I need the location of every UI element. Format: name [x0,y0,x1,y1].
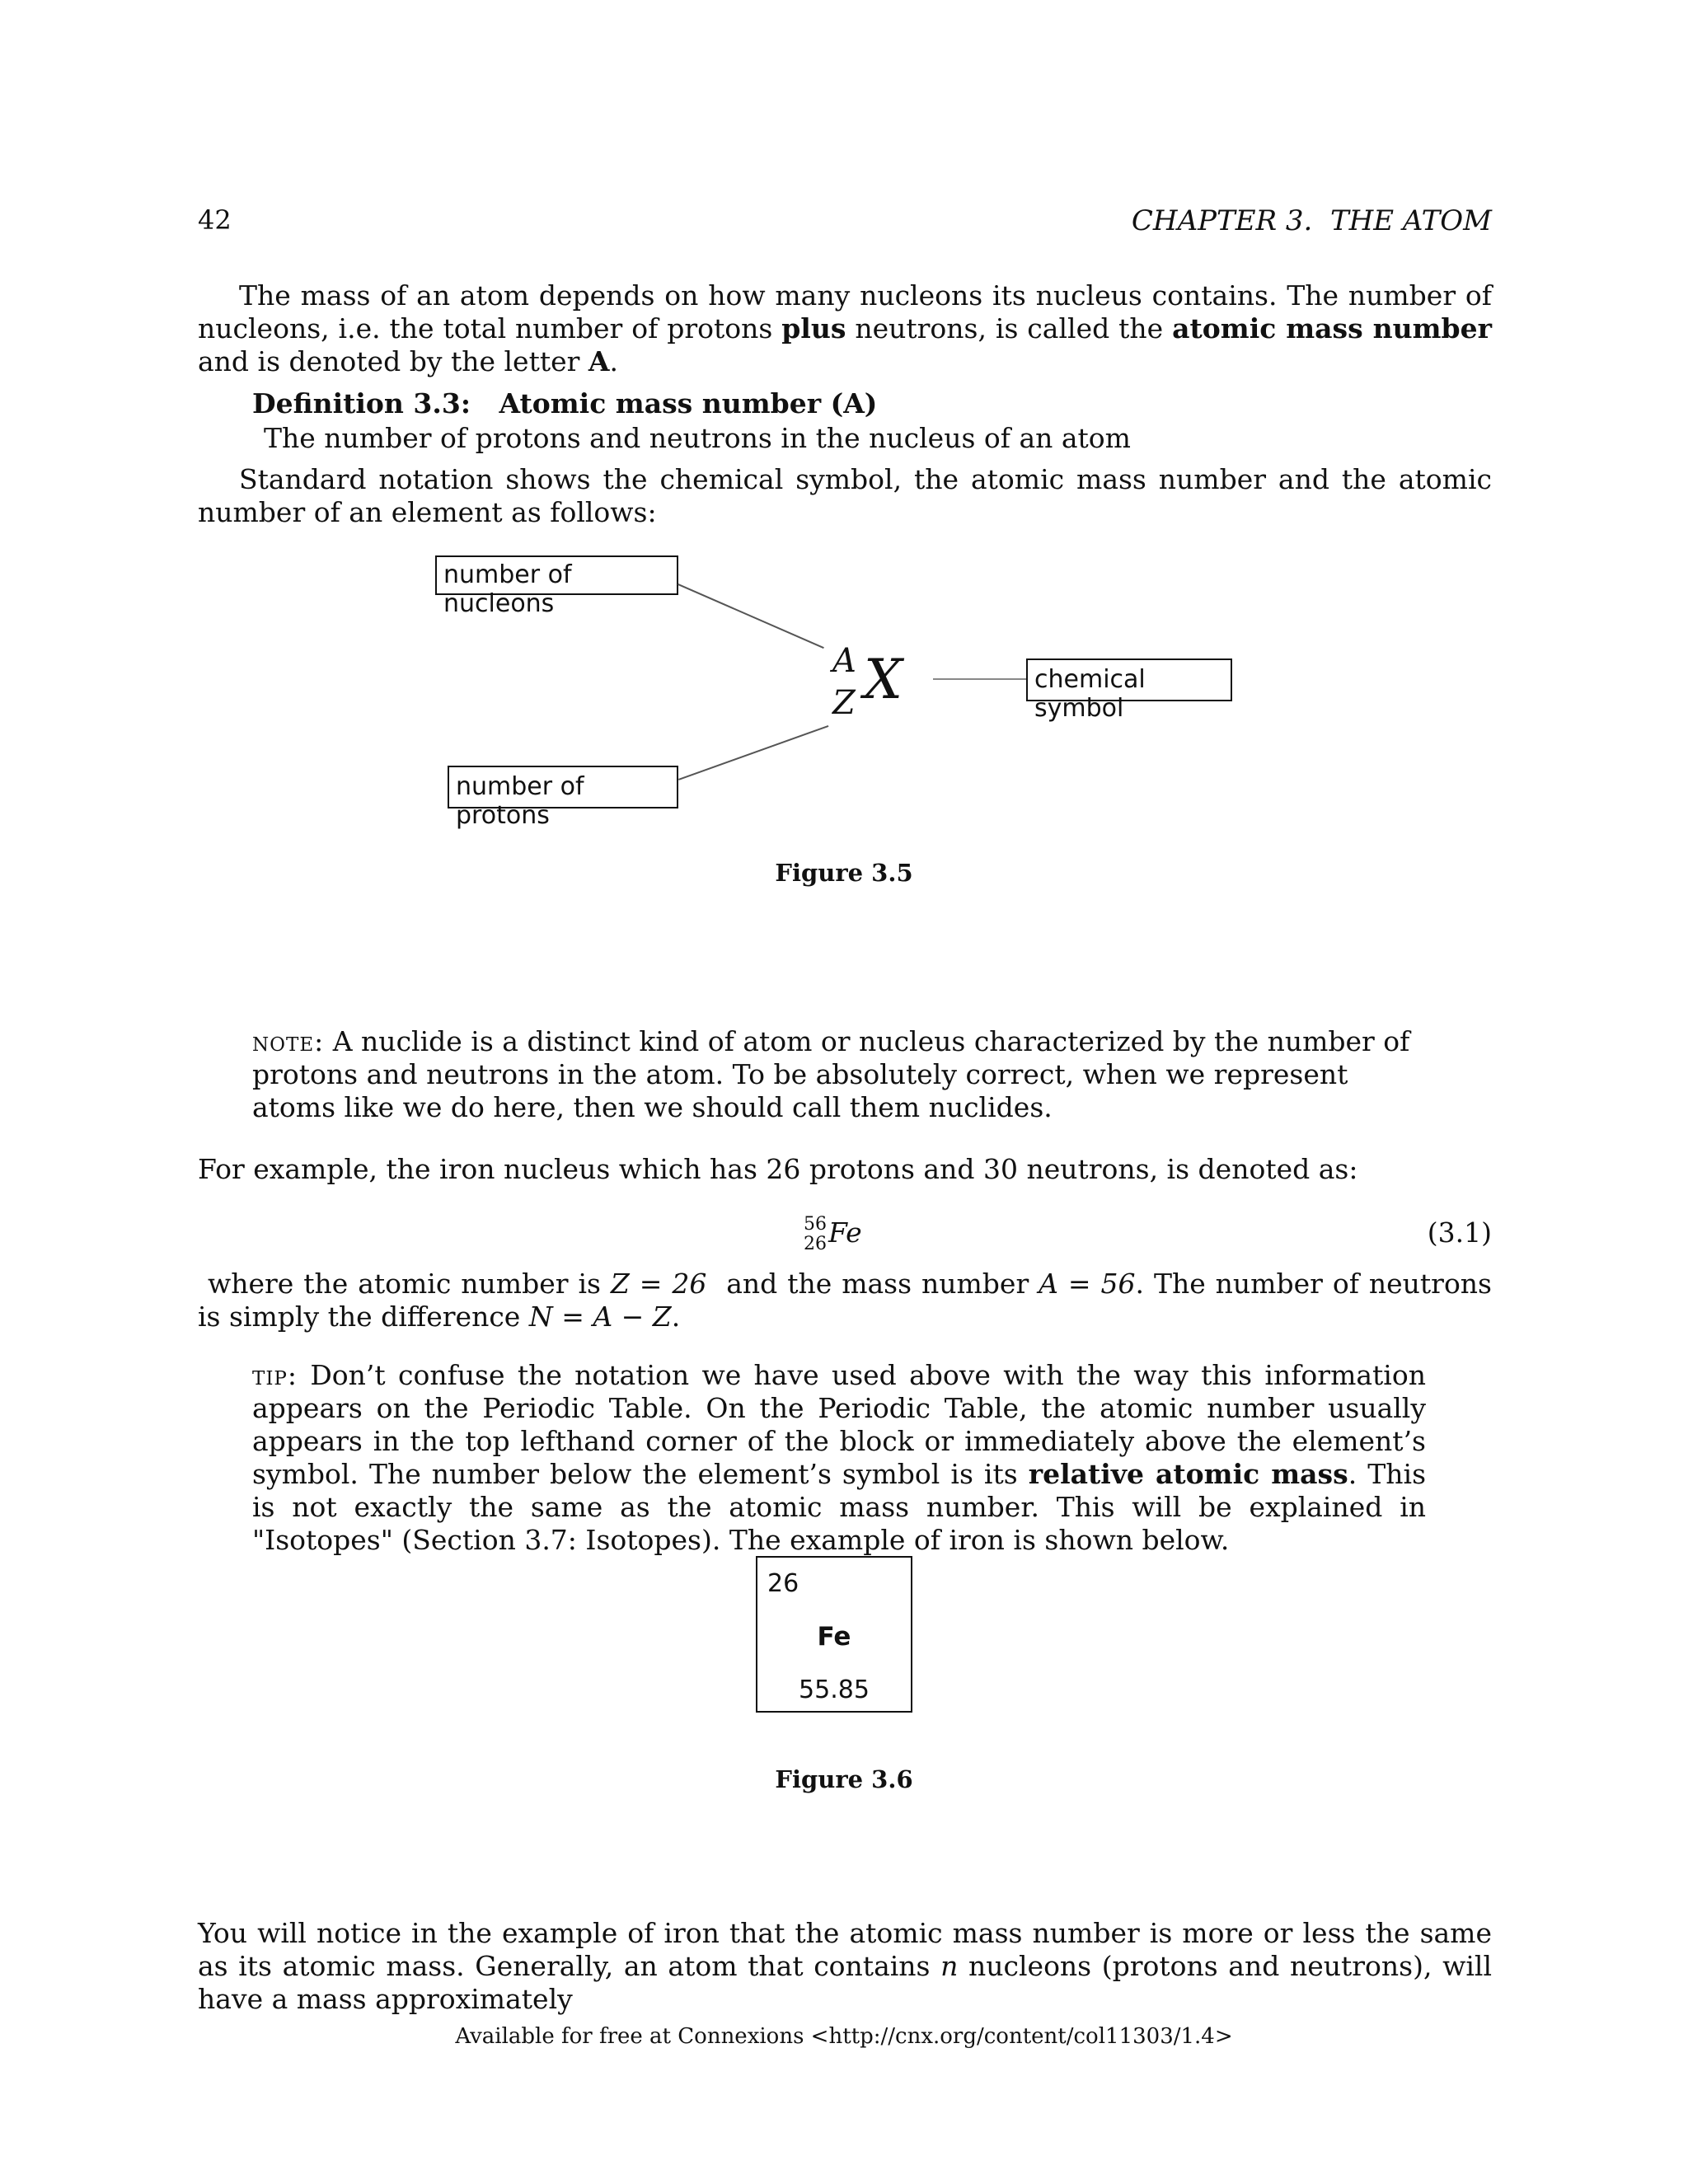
figure-3-6-caption: Figure 3.6 [775,1765,913,1793]
equation-subscript: 26 [804,1234,827,1254]
math-z-26: Z = 26 [610,1268,707,1300]
cell-atomic-number: 26 [767,1569,799,1598]
label-chemical-symbol: chemical symbol [1026,658,1232,701]
intro-bold-term: atomic mass number [1172,312,1492,344]
note-label: note: [252,1025,325,1057]
math-a-56: A = 56 [1039,1268,1136,1300]
running-head: CHAPTER 3. THE ATOM [1131,204,1492,237]
page-number: 42 [198,204,232,236]
equation-number: (3.1) [1427,1216,1492,1249]
cell-element-symbol: Fe [817,1622,851,1652]
after-eq-text-4: . [671,1301,681,1333]
notation-superscript-a: A [832,642,856,680]
after-equation-paragraph [198,1268,1492,1333]
periodic-table-cell-iron [756,1556,912,1713]
notation-paragraph: Standard notation shows the chemical symbol, the atomic mass number and the atomic number of an element as follows: [198,463,1492,528]
figure-3-5-caption: Figure 3.5 [775,859,913,887]
cell-relative-atomic-mass: 55.85 [799,1675,870,1704]
tip-bold-relative-atomic-mass: relative atomic mass [1028,1458,1348,1490]
intro-text-3: and is denoted by the letter [198,345,588,377]
equation-symbol: Fe [828,1216,862,1249]
math-n: n [940,1950,959,1982]
after-eq-text-3: . The number of neutrons is simply the difference [198,1268,1492,1333]
closing-text-1: You will notice in the example of iron that the atomic mass number is more or less the same as its atomic mass. Generally, an atom that contains [198,1917,1492,1982]
equation-superscript: 56 [804,1214,827,1235]
example-paragraph: For example, the iron nucleus which has 26 protons and 30 neutrons, is denoted as: [198,1153,1358,1185]
tip-label: tip: [252,1359,298,1391]
label-number-of-protons: number of protons [448,766,678,808]
tip-block [252,1359,1426,1557]
label-number-of-nucleons: number of nucleons [435,555,678,595]
closing-paragraph [198,1917,1492,2016]
intro-text-2: neutrons, is called the [846,312,1173,344]
math-n-difference: N = A − Z [528,1301,672,1333]
definition-label: Definition 3.3: [252,387,471,419]
notation-subscript-z: Z [832,684,856,722]
tip-text-2: . This is not exactly the same as the atomic mass number. This will be explained in "Isotopes" (Section 3.7: Isotopes). The example of iron is shown below. [252,1458,1427,1556]
intro-text-4: . [609,345,619,377]
tip-text-1: Don’t confuse the notation we have used above with the way this information appears on the Periodic Table. On the Periodic Table, the atomic number usually appears in the top lefthand corner of the block or immediately above the element’s symbol. The number below the element’s symbol is its [252,1359,1426,1490]
intro-bold-letter: A [588,345,610,377]
definition-body: The number of protons and neutrons in the nucleus of an atom [264,422,1131,454]
closing-text-2: nucleons (protons and neutrons), will have a mass approximately [198,1950,1492,2015]
definition-title: Atomic mass number (A) [499,387,878,419]
note-text: A nuclide is a distinct kind of atom or nucleus characterized by the number of protons and neutrons in the atom. To be absolutely correct, when we represent atoms like we do here, then we should call them nuclides. [252,1025,1410,1123]
footer: Available for free at Connexions <http://cnx.org/content/col11303/1.4> [455,2024,1233,2049]
after-eq-text-2: and the mass number [716,1268,1039,1300]
notation-symbol-x: X [864,648,903,711]
intro-text-1: The mass of an atom depends on how many nucleons its nucleus contains. The number of nucleons, i.e. the total number of protons [198,279,1492,344]
intro-bold-plus: plus [781,312,846,344]
after-eq-text-1: where the atomic number is [207,1268,611,1300]
